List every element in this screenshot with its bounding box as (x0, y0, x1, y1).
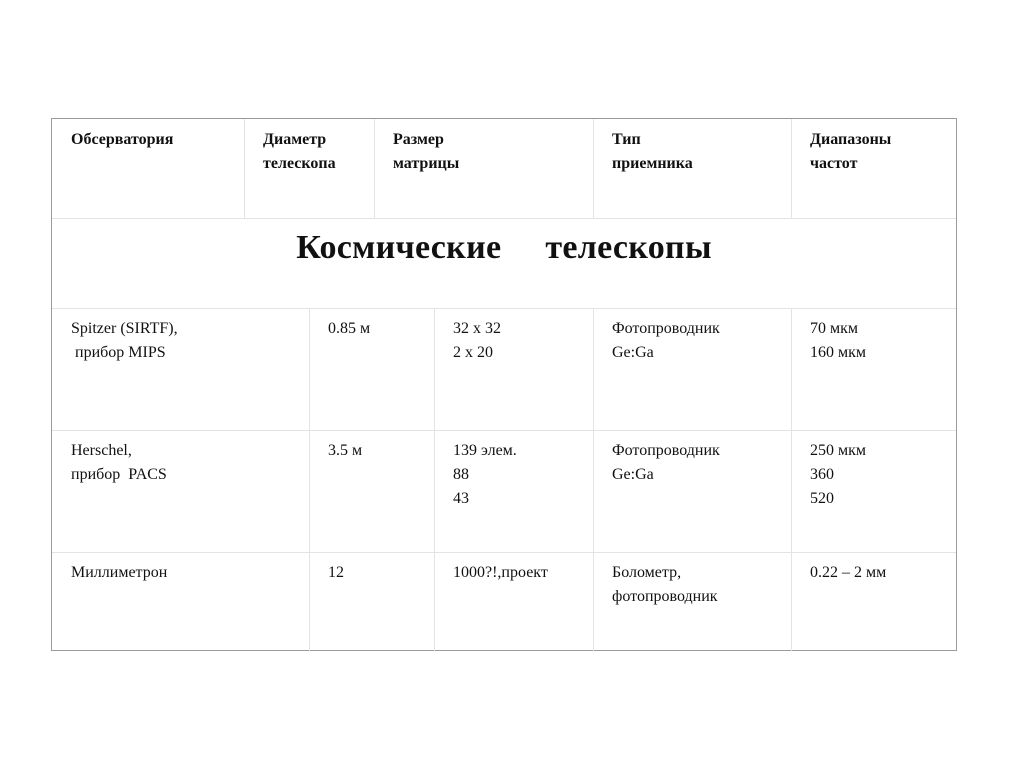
cell-line: 0.85 м (328, 320, 371, 337)
cell-line: прибор MIPS (71, 344, 166, 361)
cell-line: 3.5 м (328, 442, 363, 459)
cell-line: Болометр, (612, 564, 682, 581)
cell-receiver-type (593, 430, 791, 487)
cell-line: Фотопроводник (612, 442, 720, 459)
cell-line: 520 (810, 490, 834, 507)
cell-observatory (52, 308, 309, 365)
cell-matrix-size (434, 552, 593, 585)
cell-frequency-ranges (791, 430, 957, 511)
cell-receiver-type (593, 552, 791, 609)
cell-line: 32 x 32 (453, 320, 501, 337)
header-line: приемника (612, 155, 693, 172)
cell-line: 70 мкм (810, 320, 859, 337)
cell-observatory (52, 430, 309, 487)
cell-matrix-size (434, 308, 593, 365)
divider (309, 308, 310, 651)
header-line: Тип (612, 131, 641, 148)
cell-line: 1000?!,проект (453, 564, 548, 581)
cell-line: 139 элем. (453, 442, 517, 459)
cell-line: 2 x 20 (453, 344, 493, 361)
cell-line: Миллиметрон (71, 564, 168, 581)
header-line: частот (810, 155, 858, 172)
cell-matrix-size (434, 430, 593, 511)
header-line: Размер (393, 131, 444, 148)
header-frequency-ranges (791, 119, 957, 176)
header-line: телескопа (263, 155, 336, 172)
cell-diameter (309, 552, 434, 585)
header-receiver-type (593, 119, 791, 176)
cell-line: 160 мкм (810, 344, 867, 361)
cell-line: Ge:Ga (612, 466, 654, 483)
cell-diameter (309, 308, 434, 341)
cell-line: 0.22 – 2 мм (810, 564, 887, 581)
header-diameter (244, 119, 374, 176)
telescope-table (51, 118, 957, 651)
cell-line: 43 (453, 490, 469, 507)
cell-observatory (52, 552, 309, 585)
header-line: Диапазоны (810, 131, 892, 148)
header-observatory (52, 119, 244, 152)
header-line: матрицы (393, 155, 460, 172)
cell-line: 88 (453, 466, 469, 483)
cell-line: Ge:Ga (612, 344, 654, 361)
cell-line: 360 (810, 466, 834, 483)
cell-line: прибор PACS (71, 466, 167, 483)
cell-line: 12 (328, 564, 344, 581)
cell-line: Spitzer (SIRTF), (71, 320, 178, 337)
cell-line: Herschel, (71, 442, 132, 459)
header-matrix-size (374, 119, 593, 176)
cell-receiver-type (593, 308, 791, 365)
cell-frequency-ranges (791, 552, 957, 585)
cell-line: 250 мкм (810, 442, 867, 459)
header-line: Диаметр (263, 131, 327, 148)
cell-frequency-ranges (791, 308, 957, 365)
cell-line: Фотопроводник (612, 320, 720, 337)
header-line: Обсерватория (71, 131, 174, 148)
section-title: Космические телескопы (296, 229, 712, 266)
cell-diameter (309, 430, 434, 463)
cell-line: фотопроводник (612, 588, 718, 605)
